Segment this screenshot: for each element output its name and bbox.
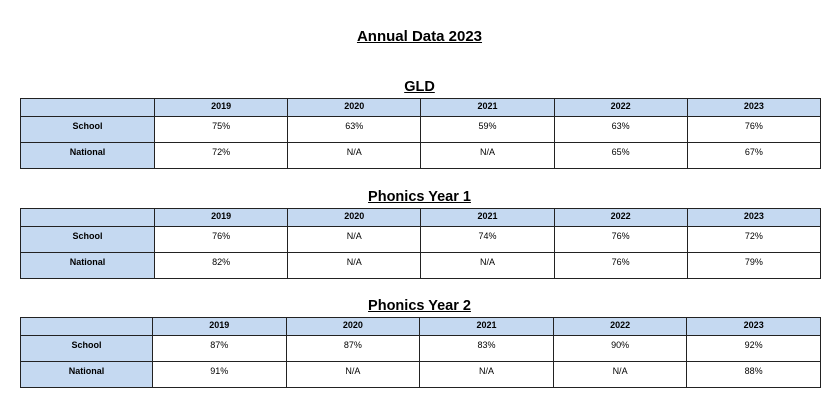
row-label: School: [21, 227, 155, 253]
table-row: [21, 362, 821, 388]
table-row: [21, 143, 821, 169]
table-cell: 79%: [687, 253, 820, 279]
table-phonics-year-1: [20, 208, 821, 279]
table-cell: 72%: [687, 227, 820, 253]
table-cell: 87%: [153, 336, 287, 362]
year-header: 2021: [421, 99, 554, 117]
year-header: 2023: [687, 209, 820, 227]
year-header: 2021: [421, 209, 554, 227]
table-row: [21, 117, 821, 143]
year-header: 2019: [155, 209, 288, 227]
year-header: 2022: [553, 318, 687, 336]
table-cell: N/A: [553, 362, 687, 388]
row-label: National: [21, 362, 153, 388]
year-header: 2021: [420, 318, 554, 336]
table-phonics-year-2: [20, 317, 821, 388]
table-cell: 76%: [155, 227, 288, 253]
table-cell: 91%: [153, 362, 287, 388]
section-title-gld: GLD: [404, 79, 435, 95]
table-cell: N/A: [286, 362, 420, 388]
table-cell: N/A: [421, 253, 554, 279]
table-row: [21, 253, 821, 279]
table-cell: N/A: [421, 143, 554, 169]
table-cell: 92%: [687, 336, 821, 362]
table-cell: N/A: [420, 362, 554, 388]
row-label: School: [21, 117, 155, 143]
header-corner-cell: [21, 318, 153, 336]
table-cell: 63%: [554, 117, 687, 143]
year-header: 2023: [687, 318, 821, 336]
row-label: School: [21, 336, 153, 362]
year-header: 2020: [288, 99, 421, 117]
table-cell: 88%: [687, 362, 821, 388]
year-header: 2020: [286, 318, 420, 336]
year-header: 2020: [288, 209, 421, 227]
table-cell: N/A: [288, 253, 421, 279]
table-cell: 87%: [286, 336, 420, 362]
table-cell: 76%: [554, 253, 687, 279]
table-header-row: [21, 209, 821, 227]
year-header: 2022: [554, 209, 687, 227]
year-header: 2019: [153, 318, 287, 336]
table-cell: N/A: [288, 143, 421, 169]
table-row: [21, 336, 821, 362]
year-header: 2023: [687, 99, 820, 117]
table-cell: 76%: [687, 117, 820, 143]
table-cell: 75%: [155, 117, 288, 143]
table-cell: 72%: [155, 143, 288, 169]
table-cell: 74%: [421, 227, 554, 253]
header-corner-cell: [21, 99, 155, 117]
table-header-row: [21, 99, 821, 117]
year-header: 2022: [554, 99, 687, 117]
section-title-phonics-year-1: Phonics Year 1: [368, 189, 471, 205]
row-label: National: [21, 253, 155, 279]
table-header-row: [21, 318, 821, 336]
table-gld: [20, 98, 821, 169]
table-cell: 59%: [421, 117, 554, 143]
table-cell: 76%: [554, 227, 687, 253]
year-header: 2019: [155, 99, 288, 117]
section-title-phonics-year-2: Phonics Year 2: [368, 298, 471, 314]
table-cell: 90%: [553, 336, 687, 362]
page-title: Annual Data 2023: [356, 28, 483, 45]
table-cell: 82%: [155, 253, 288, 279]
row-label: National: [21, 143, 155, 169]
table-cell: 63%: [288, 117, 421, 143]
table-row: [21, 227, 821, 253]
header-corner-cell: [21, 209, 155, 227]
table-cell: N/A: [288, 227, 421, 253]
table-cell: 83%: [420, 336, 554, 362]
table-cell: 67%: [687, 143, 820, 169]
table-cell: 65%: [554, 143, 687, 169]
